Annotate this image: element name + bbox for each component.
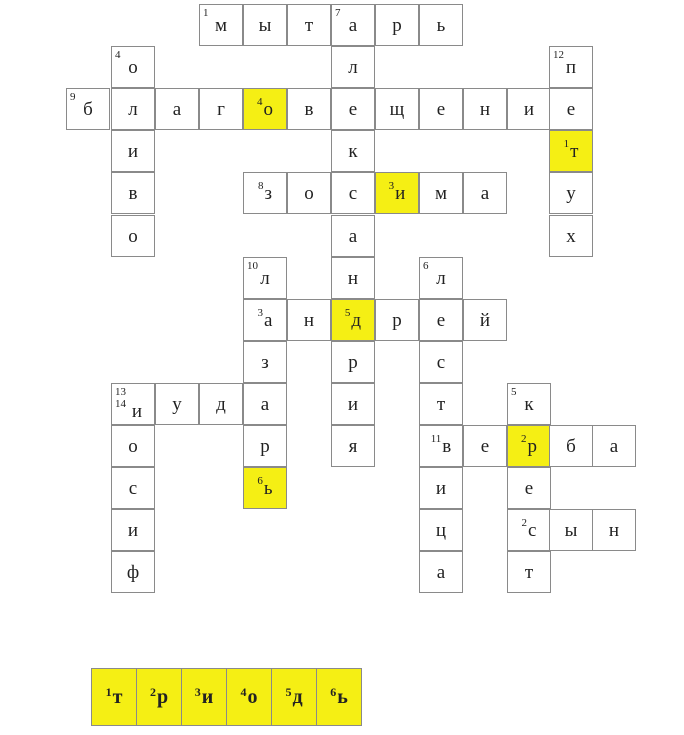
cell-letter: а — [348, 225, 358, 247]
crossword-cell[interactable] — [549, 425, 593, 467]
cell-letter: и — [395, 182, 406, 204]
clue-number: 10 — [247, 260, 258, 272]
crossword-cell[interactable] — [243, 425, 287, 467]
cell-letter: м — [434, 182, 448, 204]
answer-number: 3 — [194, 685, 201, 699]
clue-number: 4 — [257, 96, 263, 108]
clue-number: 5 — [344, 307, 351, 319]
answer-letter: т — [112, 685, 123, 708]
cell-letter: т — [570, 140, 579, 162]
crossword-cell[interactable] — [199, 383, 243, 425]
crossword-cell[interactable] — [199, 88, 243, 130]
crossword-cell[interactable] — [331, 46, 375, 88]
clue-number: 2 — [521, 517, 528, 529]
cell-letter: д — [351, 309, 362, 331]
cell-letter: ь — [263, 477, 273, 499]
clue-number: 6 — [423, 260, 429, 272]
crossword-cell[interactable] — [549, 88, 593, 130]
cell-letter: и — [127, 140, 139, 162]
cell-letter: п — [565, 56, 577, 78]
clue-number: 6 — [257, 475, 263, 487]
crossword-cell[interactable] — [331, 215, 375, 257]
crossword-cell[interactable] — [507, 383, 551, 425]
crossword-cell[interactable] — [155, 88, 199, 130]
cell-letter: д — [216, 393, 226, 415]
cell-letter: в — [442, 435, 452, 457]
cell-letter: а — [609, 435, 619, 457]
answer-letter: р — [156, 685, 169, 708]
crossword-cell[interactable] — [592, 509, 636, 551]
clue-number: 3 — [257, 307, 264, 319]
crossword-cell[interactable] — [287, 88, 331, 130]
cell-letter: а — [172, 98, 182, 120]
crossword-cell[interactable] — [463, 88, 507, 130]
crossword-cell[interactable] — [507, 551, 551, 593]
crossword-cell[interactable] — [243, 383, 287, 425]
cell-letter: ф — [126, 561, 140, 583]
crossword-cell[interactable] — [243, 341, 287, 383]
cell-letter: а — [480, 182, 490, 204]
crossword-cell[interactable] — [287, 4, 331, 46]
cell-letter: и — [347, 393, 359, 415]
cell-letter: с — [128, 477, 138, 499]
cell-letter: з — [261, 351, 269, 373]
cell-letter: и — [523, 98, 535, 120]
cell-letter: и — [127, 519, 139, 541]
crossword-cell[interactable] — [419, 509, 463, 551]
crossword-cell[interactable] — [419, 467, 463, 509]
clue-number: 1 — [203, 7, 209, 19]
crossword-cell[interactable] — [331, 130, 375, 172]
cell-letter: х — [566, 225, 576, 247]
cell-letter: а — [436, 561, 446, 583]
clue-number: 9 — [70, 91, 76, 103]
crossword-cell[interactable] — [507, 509, 551, 551]
crossword-cell[interactable] — [419, 383, 463, 425]
crossword-cell[interactable] — [331, 172, 375, 214]
cell-letter: е — [524, 477, 534, 499]
cell-letter: ы — [564, 519, 578, 541]
cell-letter: ы — [258, 14, 272, 36]
clue-number: 3 — [388, 180, 395, 192]
cell-letter: л — [436, 267, 446, 289]
cell-letter: б — [566, 435, 576, 457]
crossword-cell[interactable] — [331, 88, 375, 130]
cell-letter: о — [263, 98, 273, 120]
cell-letter: н — [303, 309, 315, 331]
cell-letter: т — [304, 14, 314, 36]
crossword-cell[interactable] — [375, 4, 419, 46]
crossword-cell[interactable] — [287, 299, 331, 341]
cell-letter: з — [264, 182, 272, 204]
crossword-cell[interactable] — [549, 509, 593, 551]
cell-letter: с — [348, 182, 358, 204]
cell-letter: щ — [389, 98, 405, 120]
crossword-cell[interactable] — [243, 299, 287, 341]
cell-letter: о — [128, 435, 138, 457]
crossword-cell[interactable] — [419, 88, 463, 130]
crossword-cell[interactable] — [507, 467, 551, 509]
crossword-cell[interactable] — [549, 130, 593, 172]
clue-number: 8 — [257, 180, 264, 192]
cell-letter: н — [347, 267, 359, 289]
cell-letter: к — [524, 393, 534, 415]
crossword-cell[interactable] — [507, 425, 551, 467]
cell-letter: н — [479, 98, 491, 120]
clue-number: 13 — [115, 386, 126, 398]
cell-letter: е — [436, 309, 446, 331]
crossword-cell[interactable] — [111, 88, 155, 130]
crossword-cell[interactable] — [419, 551, 463, 593]
crossword-cell[interactable] — [419, 425, 463, 467]
crossword-cell[interactable] — [111, 130, 155, 172]
crossword-cell[interactable] — [111, 425, 155, 467]
crossword-cell[interactable] — [111, 509, 155, 551]
answer-number: 5 — [285, 685, 292, 699]
cell-letter: т — [524, 561, 534, 583]
cell-letter: й — [479, 309, 491, 331]
crossword-cell[interactable] — [331, 425, 375, 467]
cell-letter: л — [128, 98, 138, 120]
clue-number: 7 — [335, 7, 341, 19]
cell-letter: о — [128, 225, 138, 247]
cell-letter: е — [348, 98, 358, 120]
cell-letter: ь — [436, 14, 446, 36]
crossword-cell[interactable] — [243, 88, 287, 130]
crossword-cell[interactable] — [111, 551, 155, 593]
answer-cell[interactable] — [271, 668, 317, 726]
crossword-cell[interactable] — [463, 172, 507, 214]
clue-number: 11 — [430, 433, 442, 445]
crossword-cell[interactable] — [243, 172, 287, 214]
crossword-cell[interactable] — [419, 4, 463, 46]
answer-number: 6 — [330, 685, 337, 699]
crossword-cell[interactable] — [111, 383, 155, 425]
cell-letter: б — [83, 98, 93, 120]
crossword-cell[interactable] — [111, 215, 155, 257]
crossword-cell[interactable] — [375, 172, 419, 214]
crossword-cell[interactable] — [549, 46, 593, 88]
cell-letter: г — [217, 98, 225, 120]
crossword-cell[interactable] — [111, 467, 155, 509]
answer-letter: ь — [337, 685, 348, 708]
cell-letter: р — [392, 14, 402, 36]
answer-letter: и — [201, 685, 214, 708]
answer-cell[interactable] — [91, 668, 137, 726]
crossword-cell[interactable] — [331, 341, 375, 383]
answer-cell[interactable] — [136, 668, 182, 726]
clue-number: 4 — [115, 49, 121, 61]
cell-letter: е — [436, 98, 446, 120]
cell-letter: р — [392, 309, 402, 331]
crossword-cell[interactable] — [375, 299, 419, 341]
cell-letter: в — [128, 182, 138, 204]
cell-letter: н — [608, 519, 620, 541]
cell-letter: р — [260, 435, 270, 457]
cell-letter: л — [260, 267, 270, 289]
crossword-cell[interactable] — [419, 299, 463, 341]
crossword-cell[interactable] — [199, 4, 243, 46]
cell-letter: а — [260, 393, 270, 415]
crossword-cell[interactable] — [419, 341, 463, 383]
cell-letter: а — [348, 14, 358, 36]
crossword-cell[interactable] — [331, 383, 375, 425]
cell-letter: т — [436, 393, 446, 415]
cell-letter: ц — [435, 519, 447, 541]
answer-cell[interactable] — [181, 668, 227, 726]
crossword-cell[interactable] — [463, 425, 507, 467]
answer-cell[interactable] — [226, 668, 272, 726]
cell-letter: р — [527, 435, 537, 457]
crossword-cell[interactable] — [507, 88, 551, 130]
crossword-cell[interactable] — [243, 4, 287, 46]
answer-word-row — [91, 668, 362, 726]
clue-number: 1 — [563, 138, 570, 150]
cell-letter: е — [566, 98, 576, 120]
crossword-cell[interactable] — [549, 172, 593, 214]
clue-number: 5 — [511, 386, 517, 398]
crossword-cell[interactable] — [419, 172, 463, 214]
cell-letter: о — [128, 56, 138, 78]
crossword-cell[interactable] — [155, 383, 199, 425]
answer-cell[interactable] — [316, 668, 362, 726]
cell-letter: и — [435, 477, 447, 499]
clue-number: 14 — [115, 398, 126, 410]
cell-letter: и — [131, 400, 143, 422]
crossword-cell[interactable] — [419, 257, 463, 299]
cell-letter: м — [214, 14, 228, 36]
crossword-cell[interactable] — [331, 4, 375, 46]
cell-letter: у — [566, 182, 576, 204]
crossword-cell[interactable] — [111, 46, 155, 88]
cell-letter: к — [348, 140, 358, 162]
answer-letter: д — [292, 685, 303, 708]
clue-number: 2 — [521, 433, 527, 445]
cell-letter: с — [436, 351, 446, 373]
cell-letter: л — [348, 56, 358, 78]
crossword-cell[interactable] — [592, 425, 636, 467]
crossword-cell[interactable] — [287, 172, 331, 214]
cell-letter: в — [304, 98, 314, 120]
crossword-cell[interactable] — [331, 299, 375, 341]
answer-number: 2 — [149, 685, 156, 699]
cell-letter: я — [348, 435, 358, 457]
crossword-cell[interactable] — [243, 257, 287, 299]
crossword-cell[interactable] — [375, 88, 419, 130]
crossword-cell[interactable] — [463, 299, 507, 341]
cell-letter: с — [528, 519, 537, 541]
answer-letter: о — [247, 685, 258, 708]
cell-letter: а — [264, 309, 273, 331]
cell-letter: р — [348, 351, 358, 373]
answer-number: 1 — [105, 685, 112, 699]
crossword-cell[interactable] — [111, 172, 155, 214]
answer-number: 4 — [240, 685, 247, 699]
cell-letter: о — [304, 182, 314, 204]
crossword-cell[interactable] — [549, 215, 593, 257]
cell-letter: у — [172, 393, 182, 415]
clue-number: 12 — [553, 49, 564, 61]
crossword-cell[interactable] — [243, 467, 287, 509]
crossword-cell[interactable] — [331, 257, 375, 299]
cell-letter: е — [480, 435, 490, 457]
crossword-cell[interactable] — [66, 88, 110, 130]
